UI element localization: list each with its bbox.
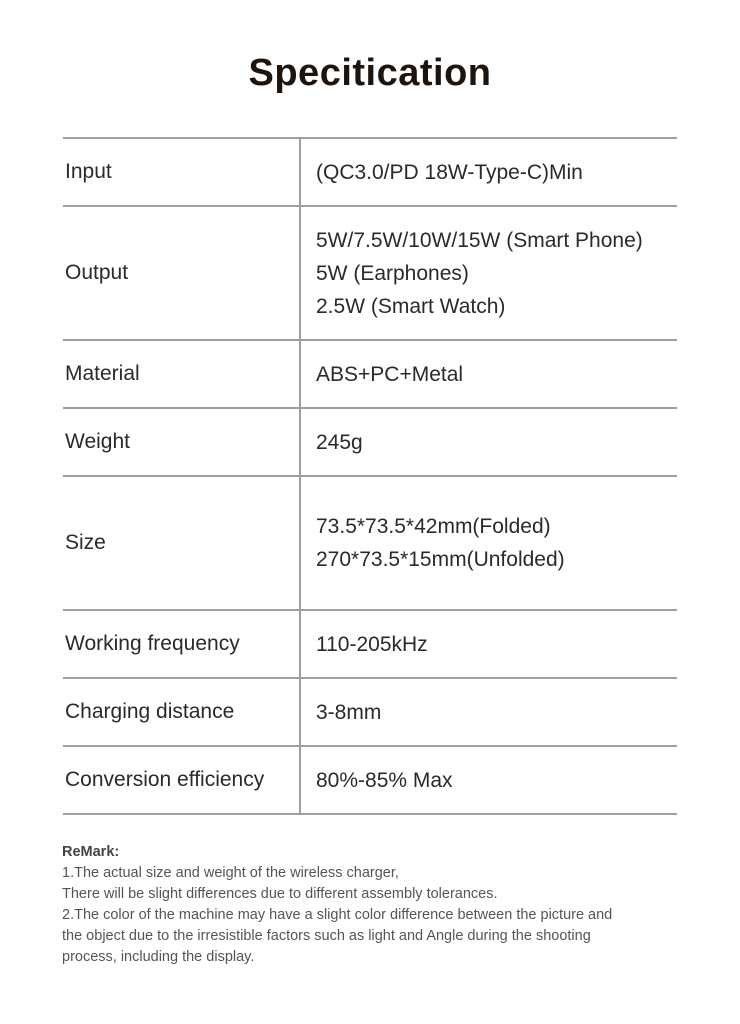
row-label: Charging distance <box>63 679 301 745</box>
row-label: Material <box>63 341 301 407</box>
row-value <box>301 477 677 609</box>
value-line: 5W/7.5W/10W/15W (Smart Phone) <box>316 228 643 252</box>
row-label: Conversion efficiency <box>63 747 301 813</box>
spec-row-working-frequency <box>63 611 677 679</box>
spec-row-weight <box>63 409 677 477</box>
value-line: 73.5*73.5*42mm(Folded) <box>316 515 551 538</box>
spec-row-conversion-efficiency <box>63 747 677 815</box>
row-value <box>301 611 677 677</box>
row-value <box>301 679 677 745</box>
row-value <box>301 341 677 407</box>
remark-line: There will be slight differences due to different assembly tolerances. <box>62 886 498 902</box>
value-line: 245g <box>316 430 363 454</box>
value-line: 3-8mm <box>316 700 382 724</box>
spec-row-material <box>63 341 677 409</box>
spec-row-input <box>63 139 677 207</box>
page-title: Specitication <box>248 52 492 94</box>
value-line: 80%-85% Max <box>316 768 453 792</box>
remark-line: 1.The actual size and weight of the wireless charger, <box>62 865 399 881</box>
value-line: 270*73.5*15mm(Unfolded) <box>316 548 565 571</box>
spec-row-size <box>63 477 677 611</box>
remark-title: ReMark: <box>62 844 120 860</box>
remark-line: process, including the display. <box>62 949 255 965</box>
value-line: 2.5W (Smart Watch) <box>316 294 506 318</box>
row-label: Input <box>63 139 301 205</box>
spec-row-charging-distance <box>63 679 677 747</box>
remark-line: 2.The color of the machine may have a slight color difference between the picture and <box>62 907 613 923</box>
row-label: Weight <box>63 409 301 475</box>
row-label: Output <box>63 207 301 339</box>
value-line: ABS+PC+Metal <box>316 362 464 386</box>
remark-section <box>62 842 682 968</box>
row-value <box>301 409 677 475</box>
row-value <box>301 207 677 339</box>
row-label: Working frequency <box>63 611 301 677</box>
spec-table <box>63 137 677 815</box>
row-label: Size <box>63 477 301 609</box>
remark-line: the object due to the irresistible factors such as light and Angle during the shooting <box>62 928 591 944</box>
row-value <box>301 139 677 205</box>
value-line: 110-205kHz <box>316 632 428 656</box>
spec-row-output <box>63 207 677 341</box>
value-line: (QC3.0/PD 18W-Type-C)Min <box>316 160 583 184</box>
value-line: 5W (Earphones) <box>316 261 469 285</box>
row-value <box>301 747 677 813</box>
